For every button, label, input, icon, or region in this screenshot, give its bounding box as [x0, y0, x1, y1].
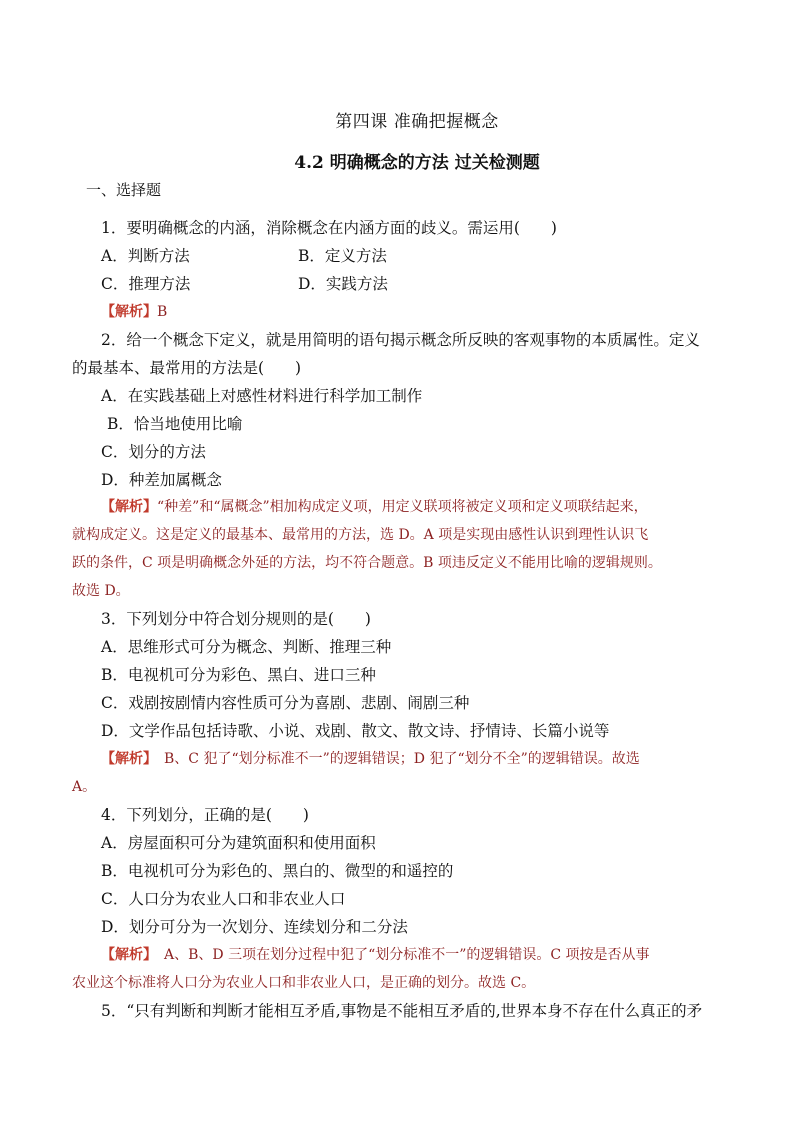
- q2-option-b: B．恰当地使用比喻: [107, 415, 243, 433]
- q2-answer-line3: 跃的条件，C 项是明确概念外延的方法，均不符合题意。B 项违反定义不能用比喻的逻辑规则。: [72, 555, 662, 571]
- q2-option-a: A．在实践基础上对感性材料进行科学加工制作: [101, 387, 423, 405]
- q4-answer-line2: 农业这个标准将人口分为农业人口和非农业人口，是正确的划分。故选 C。: [72, 975, 536, 991]
- q3-answer-line1: [101, 749, 640, 769]
- q4-answer-label: 【解析】: [101, 947, 150, 963]
- q3-answer-line2: A。: [72, 779, 97, 795]
- q4-answer-text1: A、B、D 三项在划分过程中犯了“划分标准不一”的逻辑错误。C 项按是否从事: [150, 947, 650, 963]
- q2-answer-label: 【解析】: [101, 499, 157, 515]
- q3-answer-label: 【解析】: [101, 751, 150, 767]
- q1-answer: [101, 302, 167, 322]
- q4-option-c: C．人口分为农业人口和非农业人口: [101, 890, 346, 908]
- q2-answer-text1: “种差”和“属概念”相加构成定义项，用定义联项将被定义项和定义项联结起来，: [157, 499, 648, 515]
- lesson-subtitle: 4.2 明确概念的方法 过关检测题: [294, 153, 540, 173]
- q1-answer-text: B: [157, 304, 168, 320]
- q1-answer-label: 【解析】: [101, 304, 157, 320]
- q1-option-b: B．定义方法: [298, 247, 387, 265]
- q4-option-d: D．划分可分为一次划分、连续划分和二分法: [101, 918, 408, 936]
- q4-stem: 4．下列划分，正确的是( ): [101, 806, 309, 824]
- q4-answer-line1: [101, 945, 650, 965]
- lesson-title: 第四课 准确把握概念: [335, 112, 499, 132]
- q2-option-d: D．种差加属概念: [101, 471, 222, 489]
- q4-option-a: A．房屋面积可分为建筑面积和使用面积: [101, 834, 376, 852]
- q3-option-d: D．文学作品包括诗歌、小说、戏剧、散文、散文诗、抒情诗、长篇小说等: [101, 722, 610, 740]
- q2-answer-line1: [101, 497, 648, 517]
- q1-option-c: C．推理方法: [101, 275, 191, 293]
- q5-stem: 5．“只有判断和判断才能相互矛盾,事物是不能相互矛盾的,世界本身不存在什么真正的矛: [101, 1002, 703, 1020]
- q2-stem-line2: 的最基本、最常用的方法是( ): [72, 359, 302, 377]
- q2-option-c: C．划分的方法: [101, 443, 206, 461]
- section-heading: 一、选择题: [86, 181, 162, 199]
- q3-answer-text1: B、C 犯了“划分标准不一”的逻辑错误；D 犯了“划分不全”的逻辑错误。故选: [150, 751, 640, 767]
- q2-answer-line4: 故选 D。: [72, 583, 130, 599]
- q1-option-d: D．实践方法: [298, 275, 388, 293]
- q3-option-c: C．戏剧按剧情内容性质可分为喜剧、悲剧、闹剧三种: [101, 694, 470, 712]
- q1-option-a: A．判断方法: [101, 247, 190, 265]
- q4-option-b: B．电视机可分为彩色的、黑白的、微型的和遥控的: [101, 862, 454, 880]
- q2-answer-line2: 就构成定义。这是定义的最基本、最常用的方法，选 D。A 项是实现由感性认识到理性认识飞: [72, 527, 649, 543]
- q1-stem: 1．要明确概念的内涵，消除概念在内涵方面的歧义。需运用( ): [101, 219, 557, 237]
- q2-stem-line1: 2．给一个概念下定义，就是用简明的语句揭示概念所反映的客观事物的本质属性。定义: [101, 331, 700, 349]
- q3-option-b: B．电视机可分为彩色、黑白、进口三种: [101, 666, 376, 684]
- q3-stem: 3．下列划分中符合划分规则的是( ): [101, 610, 371, 628]
- q3-option-a: A．思维形式可分为概念、判断、推理三种: [101, 638, 392, 656]
